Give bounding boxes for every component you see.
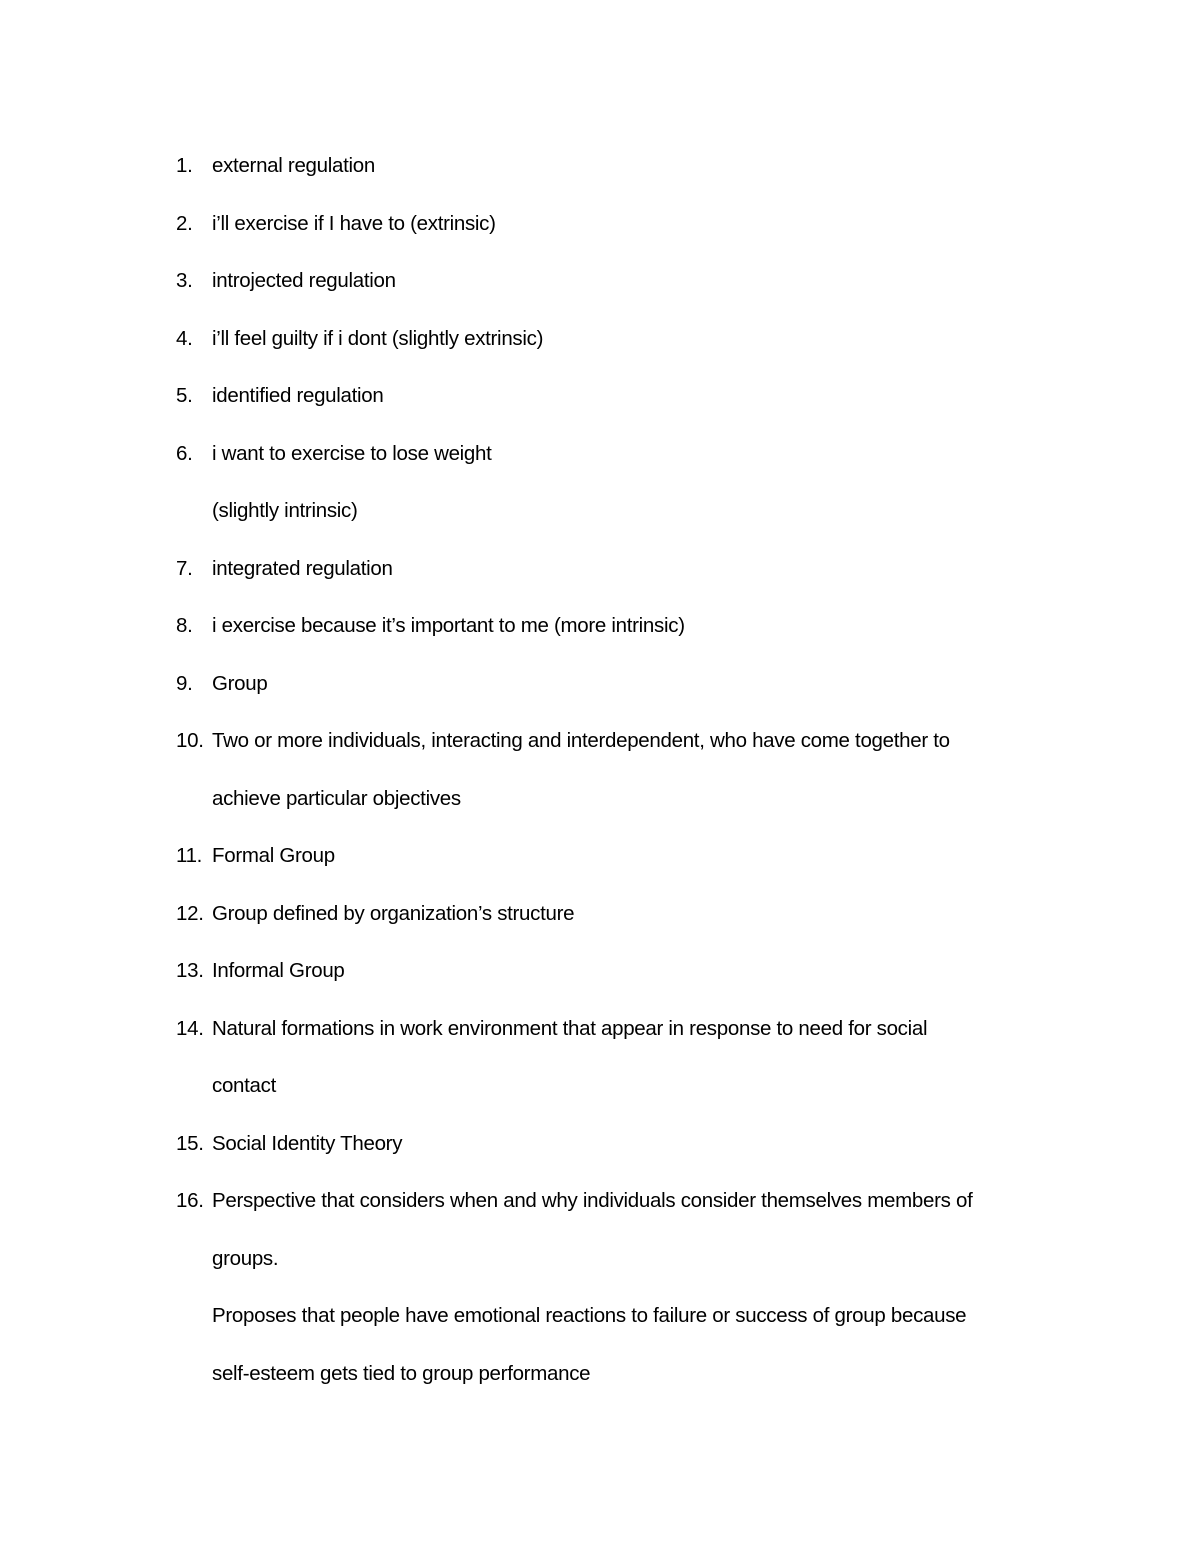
list-item	[176, 597, 1056, 655]
list-item	[176, 655, 1056, 713]
list-item-row	[176, 252, 1056, 310]
list-number: 9.	[176, 671, 193, 695]
list-item	[176, 827, 1056, 885]
list-item	[176, 1172, 1056, 1402]
list-number: 16.	[176, 1189, 204, 1212]
list-item	[176, 137, 1056, 195]
list-item-row	[176, 1000, 1056, 1058]
list-item-row	[176, 367, 1056, 425]
list-text: Formal Group	[212, 844, 335, 867]
list-item-row	[176, 1115, 1056, 1173]
list-text-continuation: (slightly intrinsic)	[212, 499, 358, 522]
list-item-row	[176, 425, 1056, 483]
list-item	[176, 1000, 1056, 1115]
list-number: 15.	[176, 1131, 204, 1155]
list-item	[176, 942, 1056, 1000]
list-text: integrated regulation	[212, 556, 393, 580]
list-text: Social Identity Theory	[212, 1131, 403, 1155]
list-item-row	[176, 137, 1056, 195]
list-text: external regulation	[212, 154, 375, 177]
list-text: introjected regulation	[212, 269, 396, 292]
list-number: 5.	[176, 384, 193, 407]
list-text: i’ll exercise if I have to (extrinsic)	[212, 211, 496, 235]
list-item-row	[176, 597, 1056, 655]
list-item	[176, 367, 1056, 425]
list-text: i want to exercise to lose weight	[212, 441, 492, 465]
list-item	[176, 195, 1056, 253]
list-text-continuation: groups.	[212, 1246, 279, 1270]
list-text: Group defined by organization’s structure	[212, 901, 575, 925]
list-item-row	[176, 195, 1056, 253]
list-number: 2.	[176, 211, 193, 235]
list-text: Perspective that considers when and why individuals consider themselves members of	[212, 1189, 973, 1212]
list-item	[176, 252, 1056, 310]
list-item-row	[176, 655, 1056, 713]
list-item	[176, 712, 1056, 827]
list-number: 8.	[176, 614, 193, 637]
list-number: 1.	[176, 154, 193, 177]
list-text: Group	[212, 671, 268, 695]
list-item-row	[176, 827, 1056, 885]
list-item-row	[176, 540, 1056, 598]
list-number: 4.	[176, 326, 193, 350]
list-number: 14.	[176, 1016, 204, 1040]
list-text: identified regulation	[212, 384, 384, 407]
numbered-list	[176, 137, 1056, 1402]
list-item	[176, 425, 1056, 540]
list-text: Two or more individuals, interacting and interdependent, who have come together to	[212, 729, 950, 752]
list-item	[176, 885, 1056, 943]
list-item	[176, 1115, 1056, 1173]
list-text-continuation: Proposes that people have emotional reactions to failure or success of group because	[212, 1304, 967, 1327]
list-item-row	[176, 885, 1056, 943]
list-number: 6.	[176, 441, 193, 465]
list-item-row	[176, 310, 1056, 368]
list-text-continuation: achieve particular objectives	[212, 786, 461, 810]
list-text: i exercise because it’s important to me (more intrinsic)	[212, 614, 685, 637]
list-item	[176, 540, 1056, 598]
list-item-row	[176, 1172, 1056, 1230]
list-text: i’ll feel guilty if i dont (slightly extrinsic)	[212, 326, 544, 350]
list-number: 3.	[176, 269, 193, 292]
list-number: 7.	[176, 556, 193, 580]
list-text: Natural formations in work environment that appear in response to need for social	[212, 1016, 928, 1040]
list-number: 12.	[176, 901, 204, 925]
list-number: 10.	[176, 729, 204, 752]
list-text-continuation: self-esteem gets tied to group performance	[212, 1361, 591, 1385]
list-item	[176, 310, 1056, 368]
list-text-continuation: contact	[212, 1074, 276, 1097]
list-item-row	[176, 942, 1056, 1000]
list-text: Informal Group	[212, 959, 345, 982]
list-number: 13.	[176, 959, 204, 982]
list-item-row	[176, 712, 1056, 770]
list-number: 11.	[176, 844, 203, 867]
